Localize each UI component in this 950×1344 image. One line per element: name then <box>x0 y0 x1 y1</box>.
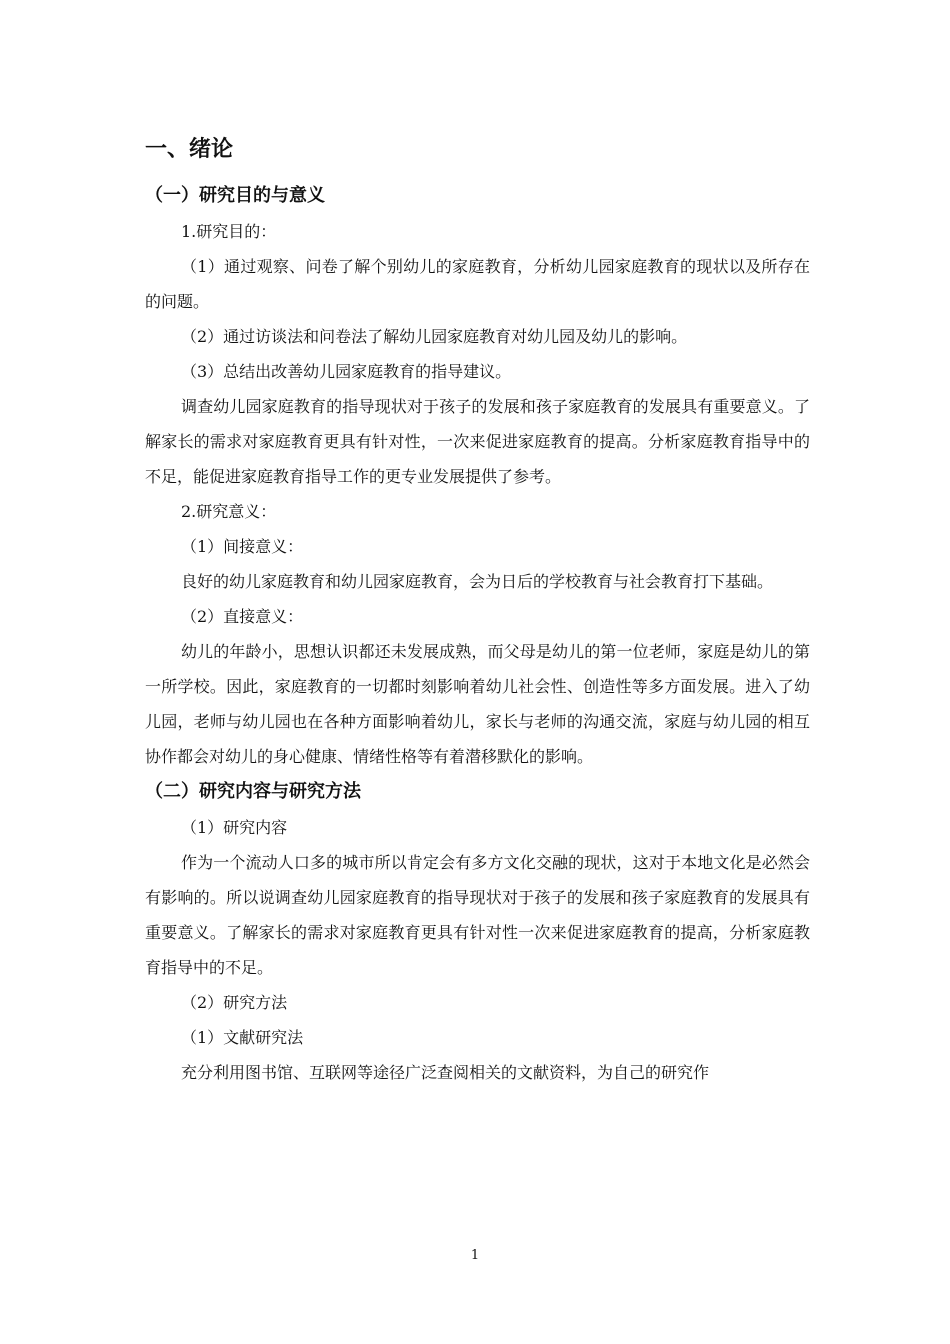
purpose-paragraph: 调查幼儿园家庭教育的指导现状对于孩子的发展和孩子家庭教育的发展具有重要意义。了解家长的需求对家庭教育更具有针对性，一次来促进家庭教育的提高。分析家庭教育指导中的不足，能促进家庭教育指导工作的更专业发展提供了参考。 <box>145 397 810 486</box>
section-heading-methods: （二）研究内容与研究方法 <box>145 781 361 802</box>
section-heading-purpose: （一）研究目的与意义 <box>145 185 325 206</box>
literature-method-text: 充分利用图书馆、互联网等途径广泛查阅相关的文献资料，为自己的研究作 <box>181 1063 710 1082</box>
research-method-label: （2）研究方法 <box>181 993 288 1012</box>
direct-significance-text: 幼儿的年龄小，思想认识都还未发展成熟，而父母是幼儿的第一位老师，家庭是幼儿的第一所学校。因此，家庭教育的一切都时刻影响着幼儿社会性、创造性等多方面发展。进入了幼儿园，老师与幼儿园也在各种方面影响着幼儿，家长与老师的沟通交流，家庭与幼儿园的相互协作都会对幼儿的身心健康、情绪性格等有着潜移默化的影响。 <box>145 642 810 766</box>
indirect-significance-text: 良好的幼儿家庭教育和幼儿园家庭教育，会为日后的学校教育与社会教育打下基础。 <box>181 572 774 591</box>
purpose-label: 1.研究目的： <box>181 222 277 241</box>
literature-method-label: （1）文献研究法 <box>181 1028 304 1047</box>
document-body <box>145 128 810 1090</box>
page-number: 1 <box>470 1248 480 1263</box>
purpose-item-1: （1）通过观察、问卷了解个别幼儿的家庭教育，分析幼儿园家庭教育的现状以及所存在的问题。 <box>145 257 810 311</box>
purpose-item-2: （2）通过访谈法和问卷法了解幼儿园家庭教育对幼儿园及幼儿的影响。 <box>181 327 688 346</box>
research-content-text: 作为一个流动人口多的城市所以肯定会有多方文化交融的现状，这对于本地文化是必然会有影响的。所以说调查幼儿园家庭教育的指导现状对于孩子的发展和孩子家庭教育的发展具有重要意义。了解家长的需求对家庭教育更具有针对性一次来促进家庭教育的提高，分析家庭教育指导中的不足。 <box>145 853 810 977</box>
indirect-significance-label: （1）间接意义： <box>181 537 304 556</box>
significance-label: 2.研究意义： <box>181 502 277 521</box>
direct-significance-label: （2）直接意义： <box>181 607 304 626</box>
purpose-item-3: （3）总结出改善幼儿园家庭教育的指导建议。 <box>181 362 512 381</box>
chapter-title: 一、绪论 <box>145 137 234 162</box>
research-content-label: （1）研究内容 <box>181 818 288 837</box>
